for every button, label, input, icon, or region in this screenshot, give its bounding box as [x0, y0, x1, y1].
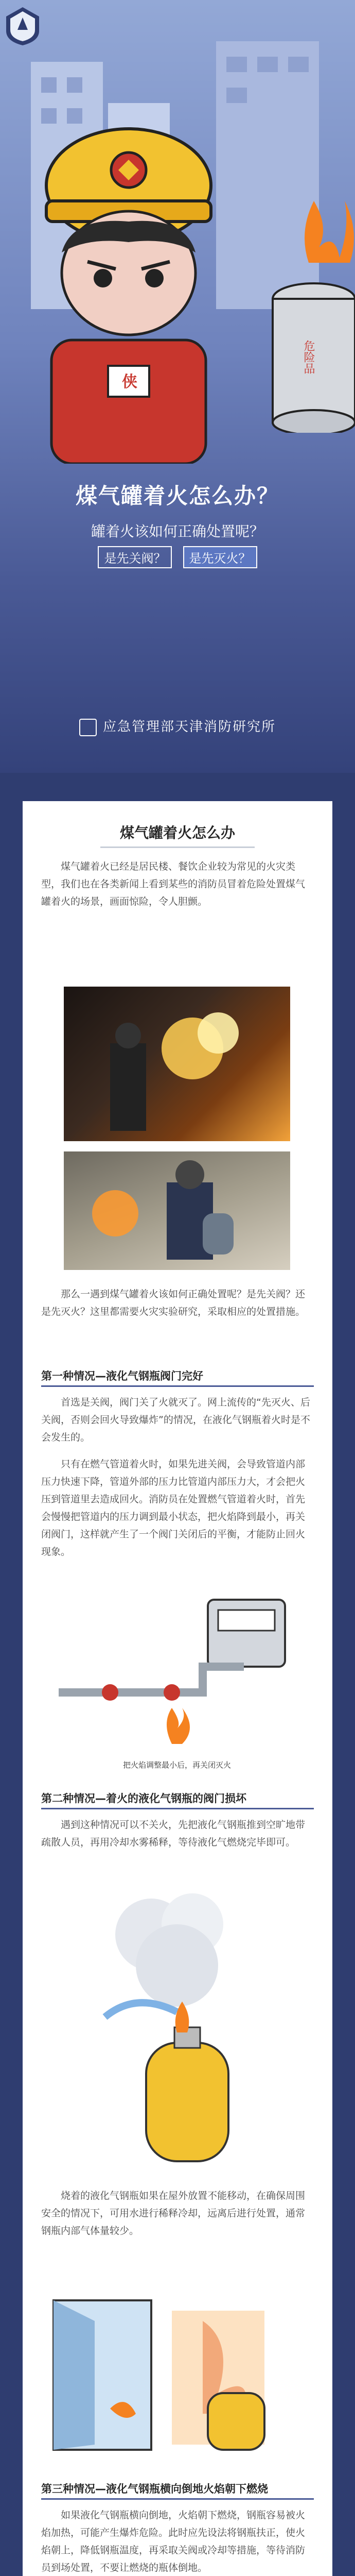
tag-extinguish: 是先灭火？ — [183, 546, 257, 568]
photo-fire-drill-2 — [64, 1151, 290, 1270]
hero-banner — [0, 0, 355, 773]
photo-fire-drill-1 — [64, 987, 290, 1141]
article-card — [23, 801, 332, 2576]
section-2-title: 第二种情况—着火的液化气钢瓶的阀门损坏 — [41, 1790, 314, 1809]
character-badge: 侠 — [122, 373, 137, 391]
barrel-label: 危险品 — [302, 340, 315, 374]
barrel-illustration — [232, 196, 355, 433]
pipe-valve-diagram — [48, 1589, 306, 1759]
section-2-paragraph-2: 烧着的液化气钢瓶如果在屋外放置不能移动，在确保周围安全的情况下，可用水进行稀释冷却，远离后进行处置，通常钢瓶内部气体量较少。 — [41, 2190, 306, 2236]
intro-paragraph-2: 那么一遇到煤气罐着火该如何正确处置呢？是先关阀？还是先灭火？这里都需要火灾实验研究，采取相应的处置措施。 — [41, 1289, 306, 1317]
question-tags — [0, 546, 355, 568]
firefighter-illustration — [15, 124, 242, 464]
section-1-paragraph-1: 首选是关阀，阀门关了火就灭了。网上流传的“先灭火、后关阀，否则会回火导致爆炸”的情况，在液化气钢瓶着火时是不会发生的。 — [41, 1397, 310, 1443]
cylinder-smoke-illustration — [74, 1888, 280, 2177]
hero-org — [0, 716, 355, 736]
section-1-paragraph-2: 只有在燃气管道着火时，如果先进关阀，会导致管道内部压力快速下降，管道外部的压力比管道内部压力大，才会把火压到管道里去造成回火。消防员在处置燃气管道着火时，首先会慢慢把管道内的压力调到最小状态，把火焰降到最小，再关闭阀门，这样就产生了一个阀门关闭后的平衡，才能防止回火现象。 — [41, 1459, 306, 1557]
diagram-caption: 把火焰调整最小后，再关闭灭火 — [122, 1760, 231, 1770]
org-icon — [79, 719, 97, 736]
section-2-paragraph-1: 遇到这种情况可以不关火，先把液化气钢瓶推到空旷地带疏散人员，再用冷却水雾稀释，等待液化气燃烧完毕即可。 — [41, 1819, 306, 1848]
section-3-paragraph-1: 如果液化气钢瓶横向倒地，火焰朝下燃烧，钢瓶容易被火焰加热，可能产生爆炸危险。此时应先设法将钢瓶扶正，使火焰朝上，降低钢瓶温度，再采取关阀或冷却等措施，等待消防员到场处置，不要让燃烧的瓶体倒地。 — [41, 2510, 306, 2573]
window-scene-illustration — [48, 2290, 306, 2460]
section-3-title: 第三种情况—液化气钢瓶横向倒地火焰朝下燃烧 — [41, 2481, 314, 2500]
page-title: 煤气罐着火怎么办？ — [75, 483, 279, 509]
hero-org-label: 应急管理部天津消防研究所 — [102, 719, 276, 735]
section-1-title: 第一种情况—液化气钢瓶阀门完好 — [41, 1368, 314, 1387]
tag-close-valve: 是先关阀？ — [98, 546, 172, 568]
intro-paragraph-1: 煤气罐着火已经是居民楼、餐饮企业较为常见的火灾类型，我们也在各类新闻上看到某些的消防员冒着危险处置煤气罐着火的场景，画面惊险，令人胆颤。 — [41, 861, 306, 907]
page-subtitle: 罐着火该如何正确处置呢？ — [91, 523, 264, 540]
card-title: 煤气罐着火怎么办 — [23, 822, 332, 848]
